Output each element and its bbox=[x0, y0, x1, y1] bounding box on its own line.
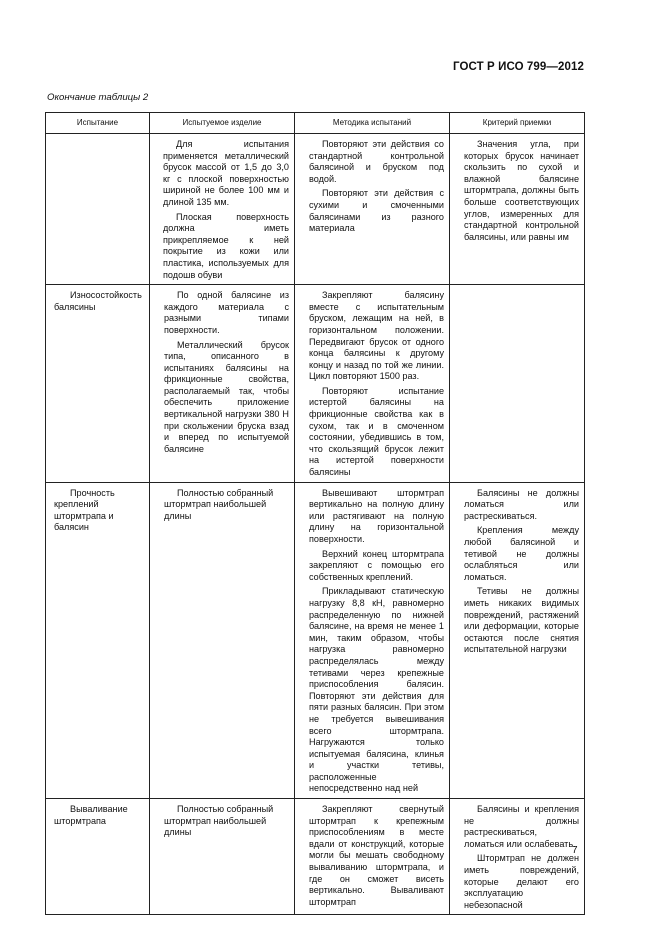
criterion-text: Штормтрап не должен иметь повреждений, которые делают его эксплуатацию небезопасной bbox=[464, 853, 579, 910]
method-text: Повторяют эти действия со стандартной контрольной балясиной и бруском под водой. bbox=[309, 139, 444, 184]
table-row bbox=[46, 134, 585, 285]
item-text: Полностью собранный штормтрап наибольшей длины bbox=[164, 487, 274, 521]
cell-method bbox=[295, 285, 450, 483]
cell-method bbox=[295, 799, 450, 915]
item-text: Плоская поверхность должна иметь прикрепляемое к ней покрытие из кожи или пластика, используемых для подошв обуви bbox=[163, 211, 289, 280]
item-text: Металлический брусок типа, описанного в испытаниях балясины на фрикционные свойства, располагаемый так, чтобы обеспечить приложение вертикальной нагрузки 380 Н при скольжении бруска взад и вперед по испытуемой балясине bbox=[164, 339, 289, 454]
item-text: Для испытания применяется металлический брусок массой от 1,5 до 3,0 кг с плоской поверхностью шириной не более 100 мм и длиной 135 мм. bbox=[163, 139, 289, 207]
method-text: Закрепляют свернутый штормтрап к крепежным приспособлениям в месте вдали от конструкций, которые могли бы мешать свободному вываливанию штормтрапа, и где он сможет висеть вертикально. Вываливают штормтрап bbox=[309, 804, 444, 907]
header-criterion: Критерий приемки bbox=[450, 113, 585, 134]
method-text: Прикладывают статическую нагрузку 8,8 кН, равномерно распределенную по нижней балясине, на время не менее 1 мин, таким образом, чтобы нагрузка равномерно распределялась между тетивами через крепежные приспособления балясин. Повторяют эти действия для пяти разных балясин. При этом не требуется вывешивания всего штормтрапа. Нагружаются только испытуемая балясина, клинья и участки тетивы, расположенные непосредственно над ней bbox=[309, 586, 444, 794]
table-row bbox=[46, 482, 585, 798]
test-table bbox=[45, 112, 585, 915]
cell-item bbox=[150, 482, 295, 798]
criterion-text: Тетивы не должны иметь никаких видимых повреждений, растяжений или деформации, которые остаются после снятия испытательной нагрузки bbox=[464, 586, 579, 655]
document-standard-header: ГОСТ Р ИСО 799—2012 bbox=[452, 61, 584, 73]
cell-item bbox=[150, 285, 295, 483]
cell-criterion bbox=[450, 482, 585, 798]
cell-test bbox=[46, 134, 150, 285]
table-header-row bbox=[46, 113, 585, 134]
test-name: Вываливание штормтрапа bbox=[54, 804, 128, 826]
method-text: Закрепляют балясину вместе с испытательным бруском, лежащим на ней, в горизонтальном положении. Передвигают брусок от одного конца балясины к другому концу и назад по той же линии. Цикл повторяют 1500 раз. bbox=[309, 290, 444, 382]
cell-criterion bbox=[450, 285, 585, 483]
item-text: Полностью собранный штормтрап наибольшей длины bbox=[164, 804, 274, 838]
criterion-text: Значения угла, при которых брусок начинает скользить по сухой и влажной балясине штормтрапа, должны быть больше соответствующих углов, измеренных для стандартной контрольной балясины, или равны им bbox=[464, 139, 579, 242]
table-row bbox=[46, 285, 585, 483]
test-name: Прочность креплений штормтрапа и балясин bbox=[54, 487, 115, 533]
cell-criterion bbox=[450, 134, 585, 285]
cell-item bbox=[150, 134, 295, 285]
method-text: Вывешивают штормтрап вертикально на полную длину или растягивают на полную длину на горизонтальной поверхности. bbox=[309, 487, 444, 544]
item-text: По одной балясине из каждого материала с разными типами поверхности. bbox=[164, 290, 289, 335]
table-caption: Окончание таблицы 2 bbox=[47, 92, 149, 103]
header-item: Испытуемое изделие bbox=[150, 113, 295, 134]
criterion-text: Балясины не должны ломаться или растрескиваться. bbox=[464, 487, 579, 521]
criterion-text: Крепления между любой балясиной и тетивой не должны ослабляться или ломаться. bbox=[464, 525, 579, 582]
method-text: Верхний конец штормтрапа закрепляют с помощью его собственных креплений. bbox=[309, 548, 444, 582]
header-method: Методика испытаний bbox=[295, 113, 450, 134]
cell-method bbox=[295, 482, 450, 798]
cell-test bbox=[46, 482, 150, 798]
test-name: Износостойкость балясины bbox=[54, 290, 142, 312]
page-number: 7 bbox=[572, 845, 578, 856]
cell-criterion bbox=[450, 799, 585, 915]
method-text: Повторяют испытание истертой балясины на фрикционные свойства как в сухом, так и в смоченном состоянии, убедившись в том, что скользящий брусок лежит на истертой поверхности балясины bbox=[309, 385, 444, 478]
header-test: Испытание bbox=[46, 113, 150, 134]
table-row bbox=[46, 799, 585, 915]
cell-test bbox=[46, 799, 150, 915]
criterion-text: Балясины и крепления не должны растрескиваться, ломаться или ослабевать. bbox=[464, 804, 579, 849]
cell-test bbox=[46, 285, 150, 483]
method-text: Повторяют эти действия с сухими и смоченными балясинами из разного материала bbox=[309, 188, 444, 234]
cell-item bbox=[150, 799, 295, 915]
cell-method bbox=[295, 134, 450, 285]
